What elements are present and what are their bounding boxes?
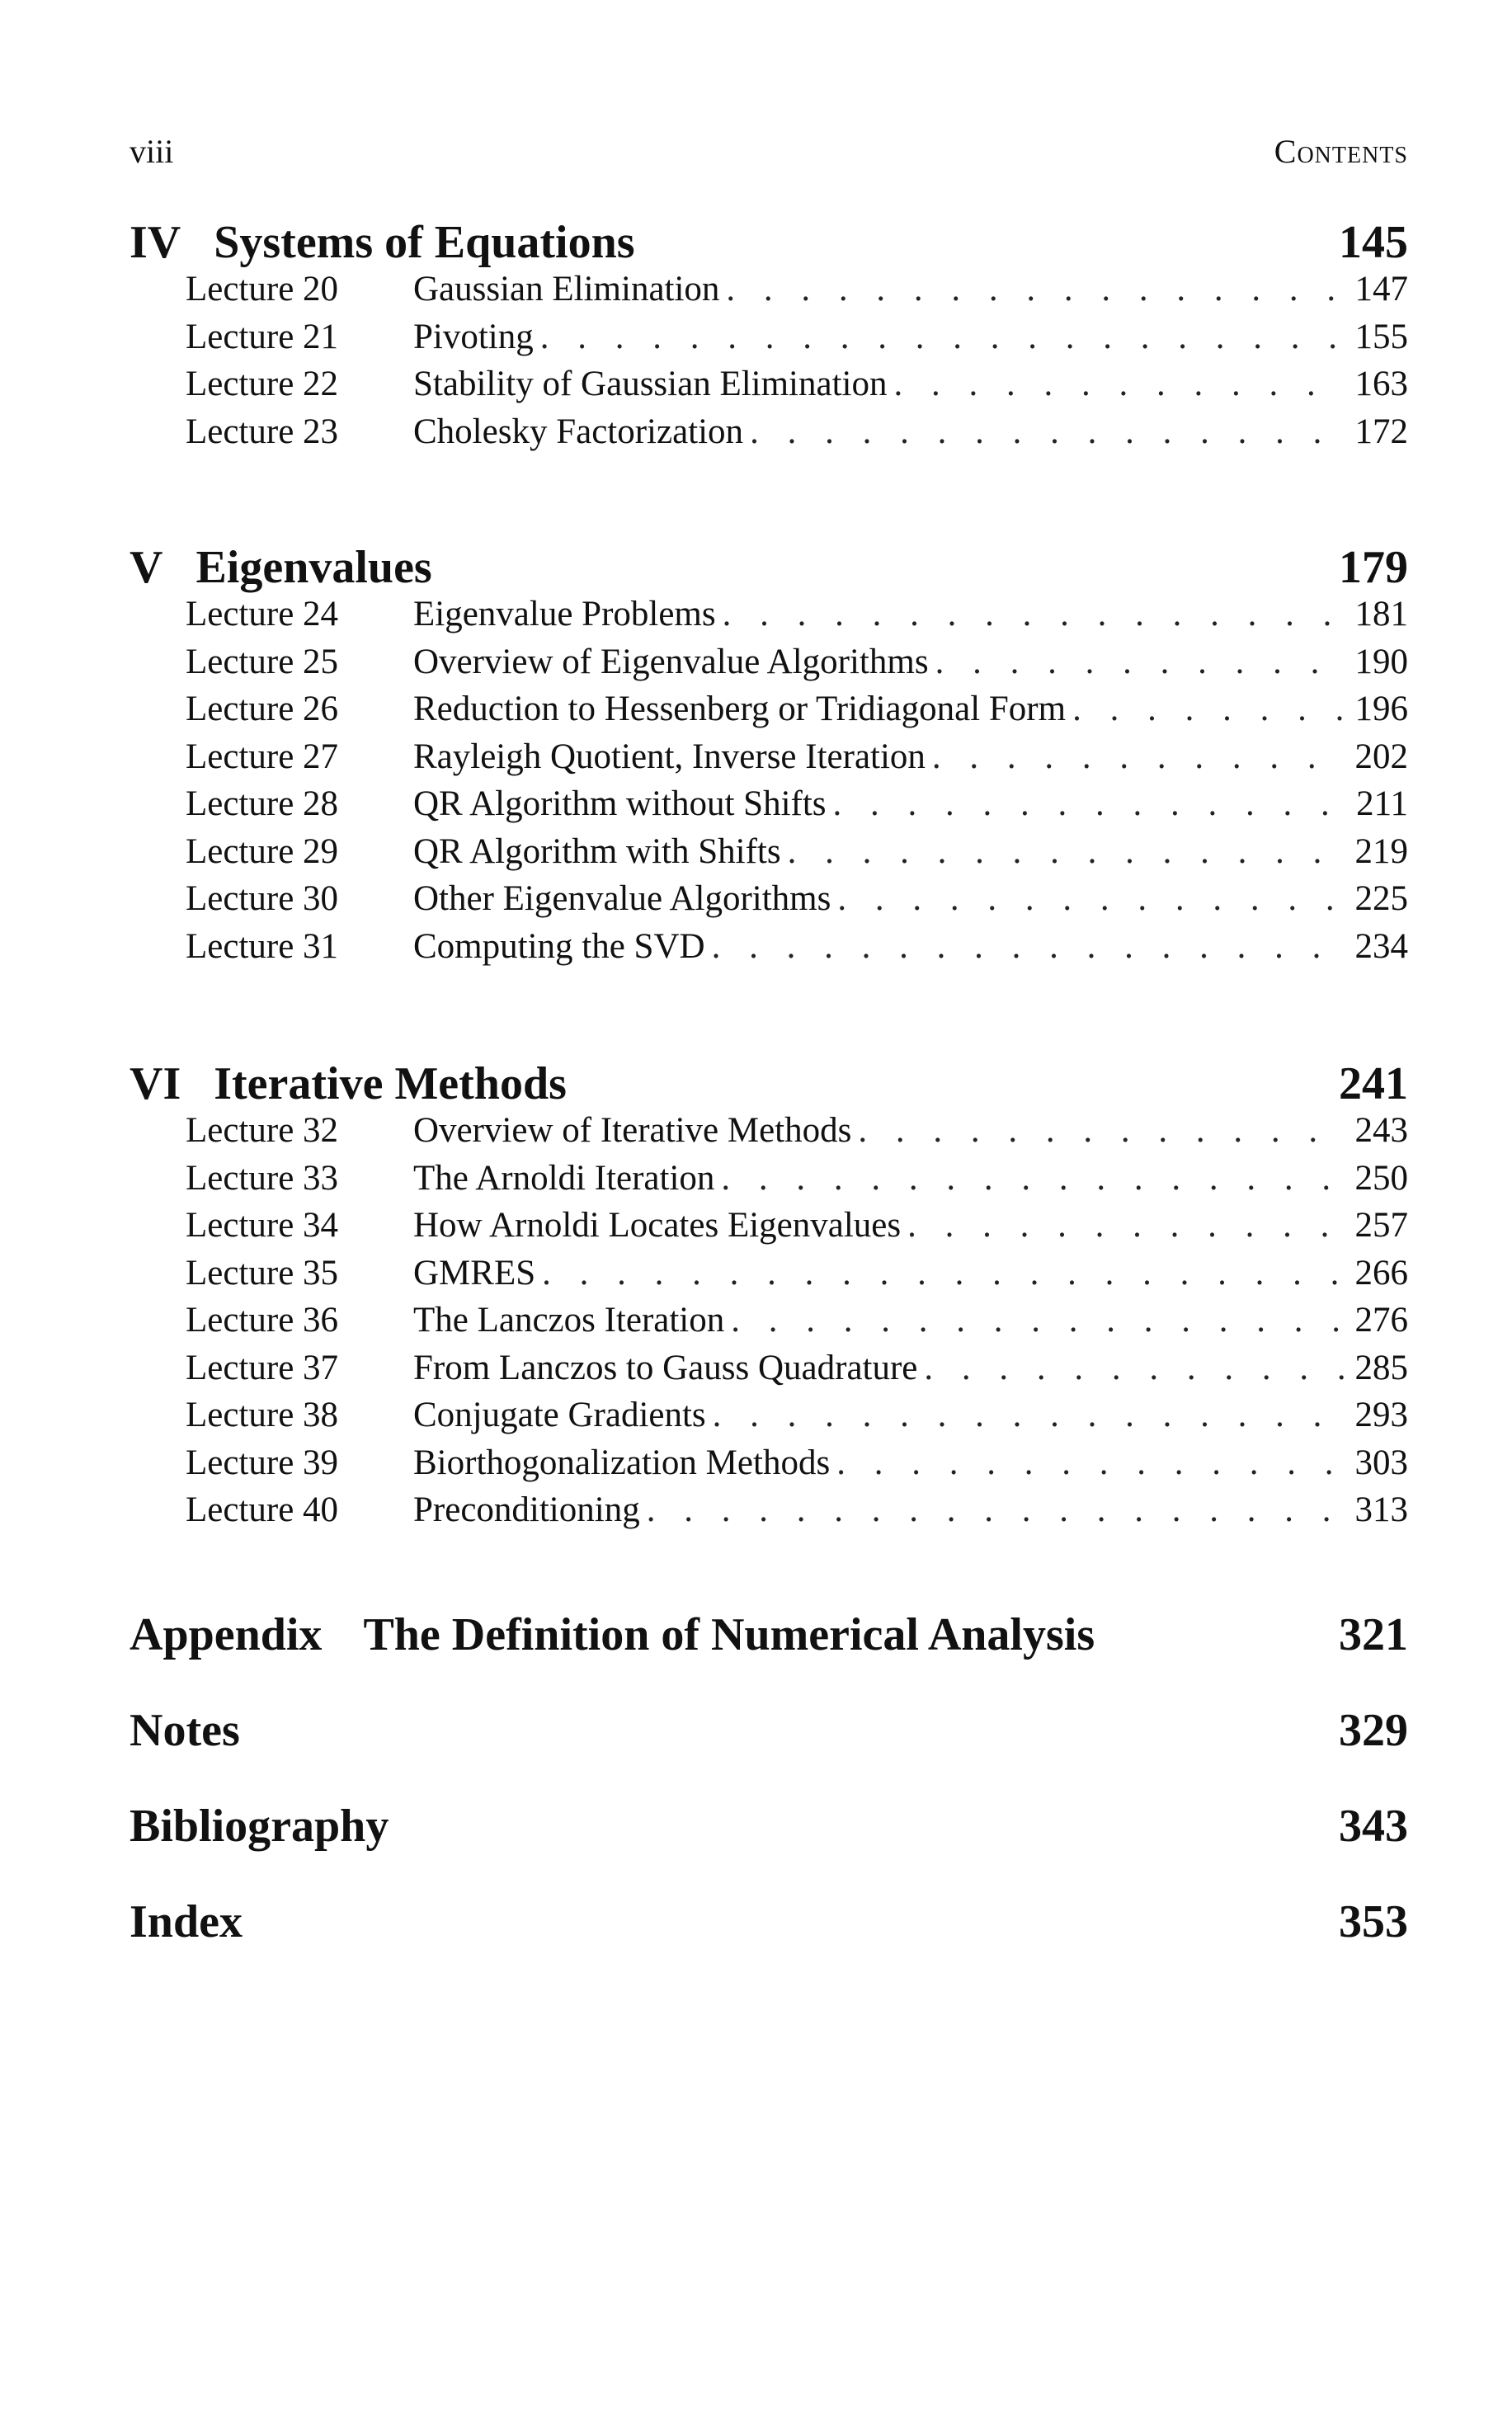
- dot-leader: [1072, 689, 1344, 729]
- toc-entry[interactable]: [186, 1490, 1408, 1537]
- lecture-page: 219: [1354, 831, 1408, 871]
- lecture-page: 202: [1354, 737, 1408, 776]
- lecture-page: 313: [1354, 1490, 1408, 1529]
- lecture-label: Lecture 28: [186, 784, 339, 823]
- lecture-page: 163: [1354, 365, 1408, 403]
- dot-leader: [932, 737, 1344, 777]
- lecture-page: 211: [1356, 784, 1408, 823]
- lecture-label: Lecture 32: [186, 1111, 339, 1150]
- part-page: 179: [1339, 542, 1408, 593]
- lecture-title: Gaussian Elimination: [413, 270, 720, 308]
- lecture-title: Stability of Gaussian Elimination: [413, 365, 888, 403]
- lecture-page: 293: [1354, 1396, 1408, 1434]
- dot-leader: [924, 1348, 1344, 1388]
- lecture-title: GMRES: [413, 1253, 536, 1293]
- lecture-title: Other Eigenvalue Algorithms: [413, 879, 831, 918]
- part-heading[interactable]: [130, 1057, 1408, 1110]
- dot-leader: [907, 1205, 1344, 1245]
- lecture-title: Conjugate Gradients: [413, 1396, 706, 1434]
- lecture-list: [130, 269, 1408, 459]
- dot-leader: [726, 269, 1344, 309]
- part-title: Iterative Methods: [214, 1058, 567, 1109]
- lecture-page: 257: [1354, 1206, 1408, 1245]
- dot-leader: [788, 831, 1344, 872]
- lecture-label: Lecture 30: [186, 879, 339, 918]
- lecture-label: Lecture 27: [186, 737, 339, 776]
- toc-entry[interactable]: [186, 689, 1408, 737]
- lecture-title: Computing the SVD: [413, 926, 705, 966]
- lecture-label: Lecture 33: [186, 1158, 339, 1198]
- back-matter-page: 321: [1339, 1609, 1408, 1660]
- dot-leader: [833, 784, 1344, 824]
- lecture-title: From Lanczos to Gauss Quadrature: [413, 1348, 918, 1387]
- lecture-title: Pivoting: [413, 317, 534, 356]
- running-head-section: Contents: [1274, 133, 1408, 170]
- lecture-label: Lecture 29: [186, 831, 339, 871]
- toc-entry[interactable]: [186, 317, 1408, 365]
- toc-entry[interactable]: [186, 878, 1408, 926]
- dot-leader: [540, 317, 1344, 357]
- dot-leader: [723, 594, 1344, 634]
- part-v: [130, 541, 1408, 973]
- part-vi: [130, 1057, 1408, 1537]
- toc-entry[interactable]: [186, 1443, 1408, 1490]
- lecture-label: Lecture 26: [186, 690, 339, 728]
- lecture-page: 243: [1354, 1111, 1408, 1150]
- dot-leader: [893, 364, 1344, 404]
- back-matter-label: Appendix: [130, 1609, 323, 1660]
- back-matter-label: Notes: [130, 1705, 240, 1756]
- lecture-label: Lecture 38: [186, 1396, 339, 1434]
- lecture-page: 250: [1354, 1158, 1408, 1198]
- lecture-title: Preconditioning: [413, 1490, 640, 1529]
- lecture-label: Lecture 25: [186, 642, 339, 681]
- toc-entry[interactable]: [186, 364, 1408, 412]
- lecture-list: [130, 1110, 1408, 1537]
- lecture-page: 225: [1354, 879, 1408, 918]
- lecture-title: The Arnoldi Iteration: [413, 1158, 715, 1198]
- dot-leader: [712, 926, 1344, 967]
- part-title: Eigenvalues: [195, 542, 432, 593]
- toc-entry[interactable]: [186, 594, 1408, 642]
- lecture-page: 147: [1354, 270, 1408, 308]
- lecture-label: Lecture 31: [186, 926, 339, 966]
- lecture-label: Lecture 22: [186, 365, 339, 403]
- lecture-page: 276: [1354, 1301, 1408, 1340]
- lecture-page: 196: [1354, 690, 1408, 728]
- back-matter-title: The Definition of Numerical Analysis: [363, 1609, 1095, 1660]
- dot-leader: [750, 412, 1344, 452]
- toc-entry[interactable]: [186, 926, 1408, 974]
- lecture-title: How Arnoldi Locates Eigenvalues: [413, 1206, 902, 1245]
- back-matter: [130, 1608, 1408, 1991]
- lecture-title: Overview of Iterative Methods: [413, 1111, 852, 1150]
- lecture-page: 303: [1354, 1443, 1408, 1482]
- part-page: 145: [1339, 217, 1408, 268]
- lecture-title: Reduction to Hessenberg or Tridiagonal Form: [413, 690, 1067, 728]
- back-matter-entry[interactable]: [130, 1704, 1408, 1800]
- part-page: 241: [1339, 1058, 1408, 1109]
- toc-entry[interactable]: [186, 1158, 1408, 1206]
- dot-leader: [731, 1300, 1344, 1340]
- lecture-label: Lecture 37: [186, 1348, 339, 1387]
- toc-entry[interactable]: [186, 1348, 1408, 1396]
- lecture-page: 234: [1354, 926, 1408, 966]
- back-matter-label: Index: [130, 1896, 243, 1947]
- lecture-page: 266: [1354, 1253, 1408, 1293]
- toc-entry[interactable]: [186, 412, 1408, 459]
- lecture-label: Lecture 39: [186, 1443, 339, 1482]
- part-number: IV: [130, 217, 181, 268]
- lecture-page: 190: [1354, 642, 1408, 681]
- lecture-label: Lecture 21: [186, 317, 339, 356]
- lecture-title: Overview of Eigenvalue Algorithms: [413, 642, 929, 681]
- part-number: VI: [130, 1058, 181, 1109]
- lecture-page: 285: [1354, 1348, 1408, 1387]
- back-matter-label: Bibliography: [130, 1801, 389, 1852]
- toc-entry[interactable]: [186, 737, 1408, 784]
- lecture-label: Lecture 24: [186, 595, 339, 633]
- back-matter-page: 343: [1339, 1801, 1408, 1852]
- lecture-title: Rayleigh Quotient, Inverse Iteration: [413, 737, 926, 776]
- dot-leader: [713, 1395, 1344, 1435]
- part-heading[interactable]: [130, 541, 1408, 594]
- dot-leader: [542, 1253, 1344, 1293]
- running-head: [130, 132, 1408, 171]
- toc-entry[interactable]: [186, 831, 1408, 879]
- lecture-title: The Lanczos Iteration: [413, 1301, 725, 1340]
- back-matter-entry[interactable]: [130, 1895, 1408, 1991]
- dot-leader: [647, 1490, 1344, 1530]
- toc-entry[interactable]: [186, 1253, 1408, 1301]
- lecture-title: QR Algorithm without Shifts: [413, 784, 827, 823]
- toc-entry[interactable]: [186, 1205, 1408, 1253]
- toc-entry[interactable]: [186, 269, 1408, 317]
- toc-entry[interactable]: [186, 1395, 1408, 1443]
- part-iv: [130, 216, 1408, 459]
- lecture-title: QR Algorithm with Shifts: [413, 831, 781, 871]
- part-number: V: [130, 542, 163, 593]
- back-matter-entry[interactable]: [130, 1608, 1408, 1704]
- lecture-label: Lecture 36: [186, 1301, 339, 1340]
- lecture-title: Biorthogonalization Methods: [413, 1443, 831, 1482]
- lecture-page: 155: [1354, 317, 1408, 356]
- lecture-label: Lecture 35: [186, 1253, 339, 1293]
- dot-leader: [935, 642, 1344, 682]
- lecture-page: 181: [1354, 595, 1408, 633]
- dot-leader: [837, 878, 1344, 919]
- lecture-page: 172: [1354, 412, 1408, 451]
- lecture-title: Cholesky Factorization: [413, 412, 744, 451]
- lecture-label: Lecture 23: [186, 412, 339, 451]
- back-matter-page: 353: [1339, 1896, 1408, 1947]
- lecture-label: Lecture 20: [186, 270, 339, 308]
- part-title: Systems of Equations: [214, 217, 635, 268]
- toc-entry[interactable]: [186, 642, 1408, 690]
- toc-entry[interactable]: [186, 1300, 1408, 1348]
- lecture-label: Lecture 40: [186, 1490, 339, 1529]
- lecture-title: Eigenvalue Problems: [413, 595, 716, 633]
- part-heading[interactable]: [130, 216, 1408, 269]
- dot-leader: [858, 1110, 1344, 1151]
- dot-leader: [836, 1443, 1344, 1483]
- lecture-list: [130, 594, 1408, 973]
- back-matter-page: 329: [1339, 1705, 1408, 1756]
- back-matter-entry[interactable]: [130, 1800, 1408, 1895]
- toc-entry[interactable]: [186, 1110, 1408, 1158]
- page-number: viii: [130, 133, 174, 170]
- dot-leader: [721, 1158, 1344, 1198]
- lecture-label: Lecture 34: [186, 1206, 339, 1245]
- toc-entry[interactable]: [186, 784, 1408, 831]
